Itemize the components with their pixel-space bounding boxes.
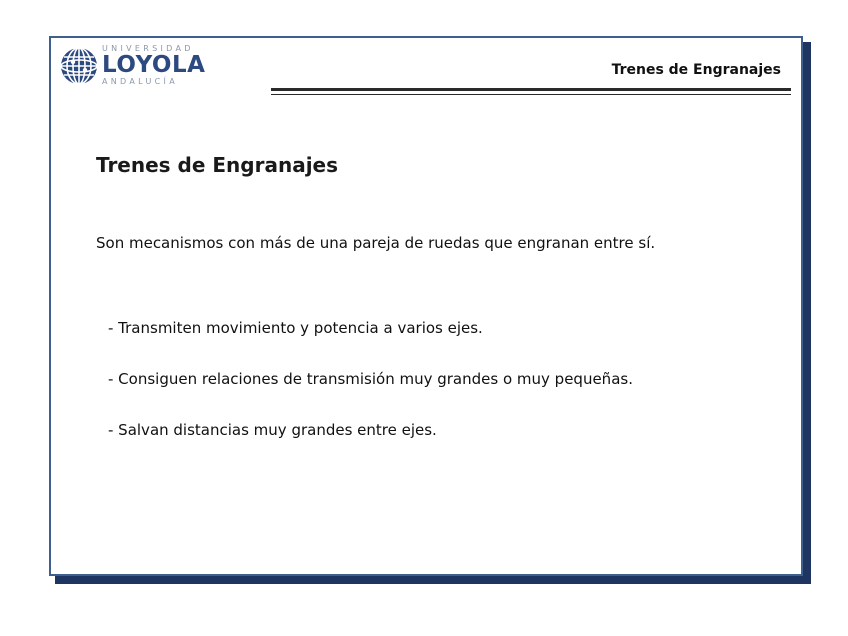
- slide-title: Trenes de Engranajes: [96, 153, 339, 177]
- slide: [49, 36, 803, 576]
- logo-main-text: LOYOLA: [102, 52, 206, 78]
- university-logo: [59, 44, 219, 90]
- list-item: - Consiguen relaciones de transmisión muy grandes o muy pequeñas.: [108, 370, 633, 388]
- bullet-list: [108, 318, 633, 471]
- header-divider: [271, 88, 791, 95]
- intro-text: Son mecanismos con más de una pareja de ruedas que engranan entre sí.: [96, 234, 656, 252]
- list-item: - Salvan distancias muy grandes entre ejes.: [108, 421, 437, 439]
- list-item: - Transmiten movimiento y potencia a varios ejes.: [108, 319, 483, 337]
- logo-top-text: UNIVERSIDAD: [102, 44, 194, 53]
- header-title: Trenes de Engranajes: [611, 62, 781, 78]
- logo-wordmark: [102, 44, 205, 86]
- globe-icon: [59, 46, 99, 86]
- logo-bottom-text: ANDALUCÍA: [102, 77, 178, 86]
